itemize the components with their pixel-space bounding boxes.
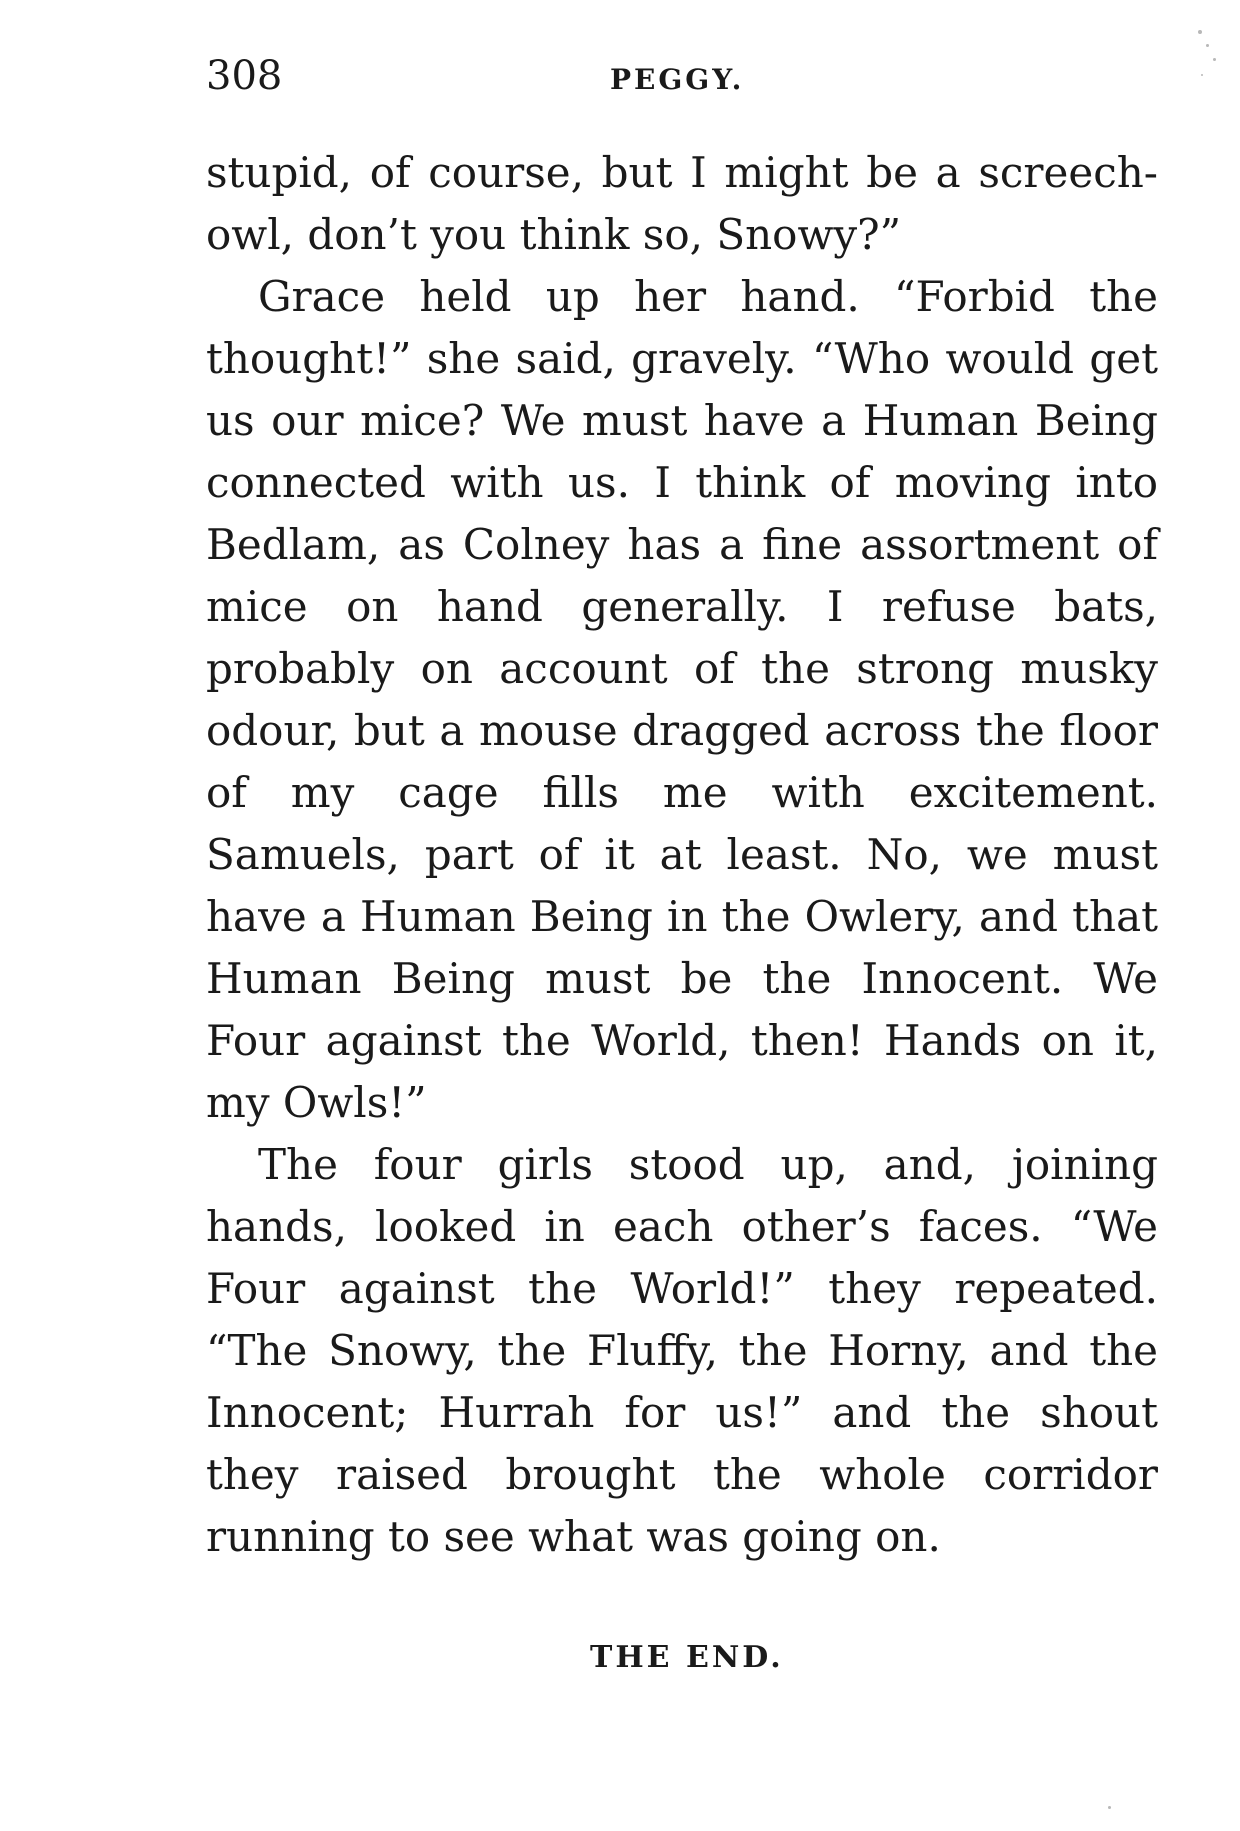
paragraph-2: Grace held up her hand. “Forbid the thought!” she said, gravely. “Who would get us our mice? We must have a Human Being connected with us. I think of moving into Bedlam, as Colney has a fine assortment of mice on hand generally. I refuse bats, probably on account of the strong musky odour, but a mouse dragged across the floor of my cage fills me with excitement. Samuels, part of it at least. No, we must have a Human Being in the Owlery, and that Human Being must be the Innocent. We Four against the World, then! Hands on it, my Owls!” <box>206 272 1158 1127</box>
paper-speck <box>1206 44 1209 47</box>
paper-speck <box>1213 58 1216 61</box>
page-number: 308 <box>206 53 283 99</box>
paragraph-1: stupid, of course, but I might be a screech-owl, don’t you think so, Snowy?” <box>206 148 1158 259</box>
running-title: PEGGY. <box>610 63 745 96</box>
paper-speck <box>1198 30 1202 34</box>
the-end-label: THE END. <box>590 1640 784 1675</box>
paper-speck <box>1108 1806 1111 1809</box>
body-text <box>206 142 1158 1568</box>
paragraph-3: The four girls stood up, and, joining hands, looked in each other’s faces. “We Four against the World!” they repeated. “The Snowy, the Fluffy, the Horny, and the Innocent; Hurrah for us!” and the shout they raised brought the whole corridor running to see what was going on. <box>206 1140 1158 1561</box>
paper-speck <box>1201 74 1203 76</box>
